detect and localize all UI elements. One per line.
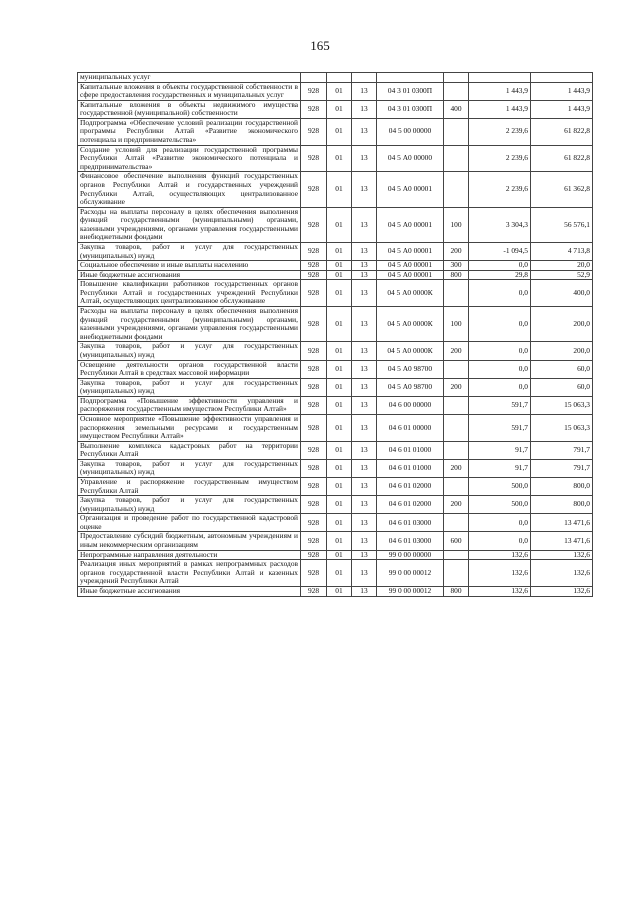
row-grbs: 928 (301, 532, 327, 550)
table-row (78, 478, 593, 496)
row-grbs: 928 (301, 360, 327, 378)
row-subsection: 13 (352, 307, 377, 342)
row-expense-type (444, 441, 469, 459)
row-amount-total: 15 063,3 (531, 414, 593, 441)
row-amount-change: 500,0 (469, 478, 531, 496)
row-amount-change: 1 443,9 (469, 100, 531, 118)
row-expense-type (444, 560, 469, 587)
row-section: 01 (327, 459, 352, 477)
row-expense-type (444, 550, 469, 560)
row-target-article: 04 5 А0 0000К (377, 280, 444, 307)
row-expense-type: 800 (444, 270, 469, 280)
row-subsection (352, 73, 377, 83)
table-row (78, 550, 593, 560)
table-row (78, 242, 593, 260)
row-target-article: 04 6 01 03000 (377, 532, 444, 550)
row-amount-change: 132,6 (469, 560, 531, 587)
row-grbs: 928 (301, 514, 327, 532)
row-target-article: 04 5 А0 0000К (377, 307, 444, 342)
row-target-article: 04 5 А0 00001 (377, 207, 444, 242)
row-subsection: 13 (352, 532, 377, 550)
row-subsection: 13 (352, 280, 377, 307)
row-grbs: 928 (301, 478, 327, 496)
row-target-article: 04 3 01 0300П (377, 100, 444, 118)
table-row (78, 100, 593, 118)
row-section: 01 (327, 441, 352, 459)
row-amount-change: 0,0 (469, 261, 531, 271)
row-expense-type (444, 280, 469, 307)
row-amount-change: 0,0 (469, 378, 531, 396)
row-grbs: 928 (301, 100, 327, 118)
row-amount-change: 591,7 (469, 414, 531, 441)
row-amount-total: 132,6 (531, 586, 593, 596)
row-name: Закупка товаров, работ и услуг для государственных (муниципальных) нужд (78, 459, 301, 477)
row-target-article (377, 73, 444, 83)
table-row (78, 342, 593, 360)
row-name: Расходы на выплаты персоналу в целях обеспечения выполнения функций государственными (муниципальными) органами, казенными учреждениями, органами управления государственными внебюджетными фондами (78, 307, 301, 342)
row-name: Закупка товаров, работ и услуг для государственных (муниципальных) нужд (78, 496, 301, 514)
row-expense-type: 300 (444, 261, 469, 271)
row-section: 01 (327, 307, 352, 342)
row-target-article: 04 5 А0 98700 (377, 360, 444, 378)
row-target-article: 04 6 01 02000 (377, 478, 444, 496)
row-amount-total: 1 443,9 (531, 82, 593, 100)
row-section: 01 (327, 100, 352, 118)
page-number: 165 (310, 38, 330, 53)
row-subsection: 13 (352, 514, 377, 532)
row-name: Иные бюджетные ассигнования (78, 586, 301, 596)
row-target-article: 99 0 00 00012 (377, 560, 444, 587)
table-row (78, 414, 593, 441)
row-subsection: 13 (352, 342, 377, 360)
row-target-article: 04 5 А0 0000К (377, 342, 444, 360)
row-amount-total (531, 73, 593, 83)
row-amount-change: 91,7 (469, 441, 531, 459)
row-target-article: 04 5 А0 00001 (377, 242, 444, 260)
row-amount-change: 0,0 (469, 532, 531, 550)
row-section: 01 (327, 514, 352, 532)
row-grbs (301, 73, 327, 83)
row-amount-total: 52,9 (531, 270, 593, 280)
row-grbs: 928 (301, 396, 327, 414)
row-expense-type (444, 396, 469, 414)
row-target-article: 04 6 00 00000 (377, 396, 444, 414)
row-amount-change (469, 73, 531, 83)
table-row (78, 560, 593, 587)
row-target-article: 99 0 00 00012 (377, 586, 444, 596)
row-amount-total: 13 471,6 (531, 514, 593, 532)
row-amount-change: 591,7 (469, 396, 531, 414)
row-expense-type (444, 478, 469, 496)
row-expense-type: 800 (444, 586, 469, 596)
row-amount-change: 2 239,6 (469, 118, 531, 145)
row-expense-type (444, 514, 469, 532)
row-amount-change: 1 443,9 (469, 82, 531, 100)
row-section: 01 (327, 414, 352, 441)
row-section: 01 (327, 360, 352, 378)
row-amount-change: 2 239,6 (469, 172, 531, 207)
table-row (78, 145, 593, 172)
row-section: 01 (327, 82, 352, 100)
row-target-article: 04 5 А0 00001 (377, 270, 444, 280)
row-grbs: 928 (301, 280, 327, 307)
row-grbs: 928 (301, 270, 327, 280)
row-amount-total: 132,6 (531, 550, 593, 560)
row-target-article: 04 6 01 01000 (377, 441, 444, 459)
row-name: Повышение квалификации работников государственных органов Республики Алтай и государственных учреждений Республики Алтай, осуществляющих централизованное обслуживание (78, 280, 301, 307)
row-amount-change: 0,0 (469, 342, 531, 360)
row-section: 01 (327, 145, 352, 172)
row-name: Управление и распоряжение государственным имуществом Республики Алтай (78, 478, 301, 496)
row-amount-total: 200,0 (531, 342, 593, 360)
row-target-article: 04 6 01 03000 (377, 514, 444, 532)
row-target-article: 04 6 01 00000 (377, 414, 444, 441)
row-amount-total: 4 713,8 (531, 242, 593, 260)
row-subsection: 13 (352, 82, 377, 100)
row-amount-total: 15 063,3 (531, 396, 593, 414)
row-subsection: 13 (352, 261, 377, 271)
row-target-article: 04 5 А0 00001 (377, 261, 444, 271)
row-section: 01 (327, 396, 352, 414)
row-expense-type (444, 414, 469, 441)
row-expense-type (444, 118, 469, 145)
row-name: Подпрограмма «Повышение эффективности управления и распоряжения государственным имуществом Республики Алтай» (78, 396, 301, 414)
row-grbs: 928 (301, 261, 327, 271)
row-amount-change: 91,7 (469, 459, 531, 477)
row-amount-total: 61 362,8 (531, 172, 593, 207)
row-amount-change: 132,6 (469, 550, 531, 560)
row-expense-type: 200 (444, 378, 469, 396)
row-name: Предоставление субсидий бюджетным, автономным учреждениям и иным некоммерческим организациям (78, 532, 301, 550)
table-row (78, 586, 593, 596)
row-name: Закупка товаров, работ и услуг для государственных (муниципальных) нужд (78, 342, 301, 360)
row-subsection: 13 (352, 118, 377, 145)
row-section: 01 (327, 172, 352, 207)
row-grbs: 928 (301, 560, 327, 587)
row-subsection: 13 (352, 441, 377, 459)
row-name: Реализация иных мероприятий в рамках непрограммных расходов органов государственной власти Республики Алтай и казенных учреждений Республики Алтай (78, 560, 301, 587)
row-amount-change: 0,0 (469, 360, 531, 378)
row-name: Организация и проведение работ по государственной кадастровой оценке (78, 514, 301, 532)
row-name: Подпрограмма «Обеспечение условий реализации государственной программы Республики Алтай «Развитие экономического потенциала и предпринимательства» (78, 118, 301, 145)
row-amount-total: 61 822,8 (531, 145, 593, 172)
row-subsection: 13 (352, 459, 377, 477)
row-amount-change: 29,8 (469, 270, 531, 280)
row-expense-type (444, 145, 469, 172)
row-expense-type: 200 (444, 242, 469, 260)
table-row (78, 73, 593, 83)
row-grbs: 928 (301, 414, 327, 441)
row-grbs: 928 (301, 586, 327, 596)
table-row (78, 396, 593, 414)
row-amount-change: 0,0 (469, 514, 531, 532)
row-name: Освещение деятельности органов государственной власти Республики Алтай в средствах массовой информации (78, 360, 301, 378)
row-grbs: 928 (301, 242, 327, 260)
row-name: Закупка товаров, работ и услуг для государственных (муниципальных) нужд (78, 378, 301, 396)
row-section: 01 (327, 560, 352, 587)
table-row (78, 261, 593, 271)
row-amount-total: 800,0 (531, 478, 593, 496)
row-name: Расходы на выплаты персоналу в целях обеспечения выполнения функций государственными (муниципальными) органами, казенными учреждениями, органами управления государственными внебюджетными фондами (78, 207, 301, 242)
table-row (78, 378, 593, 396)
table-row (78, 441, 593, 459)
row-subsection: 13 (352, 478, 377, 496)
row-grbs: 928 (301, 342, 327, 360)
row-name: Социальное обеспечение и иные выплаты населению (78, 261, 301, 271)
row-section: 01 (327, 270, 352, 280)
row-grbs: 928 (301, 550, 327, 560)
row-target-article: 04 6 01 01000 (377, 459, 444, 477)
row-grbs: 928 (301, 307, 327, 342)
row-amount-change: 500,0 (469, 496, 531, 514)
row-target-article: 99 0 00 00000 (377, 550, 444, 560)
row-amount-change: 0,0 (469, 280, 531, 307)
row-subsection: 13 (352, 207, 377, 242)
row-name: Иные бюджетные ассигнования (78, 270, 301, 280)
row-expense-type (444, 360, 469, 378)
row-section: 01 (327, 478, 352, 496)
row-target-article: 04 5 А0 98700 (377, 378, 444, 396)
table-row (78, 360, 593, 378)
row-amount-total: 132,6 (531, 560, 593, 587)
row-grbs: 928 (301, 82, 327, 100)
row-amount-total: 61 822,8 (531, 118, 593, 145)
row-target-article: 04 6 01 02000 (377, 496, 444, 514)
row-name: Непрограммные направления деятельности (78, 550, 301, 560)
row-grbs: 928 (301, 207, 327, 242)
table-row (78, 307, 593, 342)
table-row (78, 514, 593, 532)
row-section: 01 (327, 378, 352, 396)
row-target-article: 04 3 01 0300П (377, 82, 444, 100)
row-section: 01 (327, 586, 352, 596)
row-amount-change: 3 304,3 (469, 207, 531, 242)
row-subsection: 13 (352, 360, 377, 378)
row-amount-total: 200,0 (531, 307, 593, 342)
row-amount-change: 2 239,6 (469, 145, 531, 172)
row-subsection: 13 (352, 586, 377, 596)
row-expense-type (444, 82, 469, 100)
row-expense-type: 200 (444, 496, 469, 514)
row-section: 01 (327, 118, 352, 145)
row-amount-total: 791,7 (531, 459, 593, 477)
row-subsection: 13 (352, 145, 377, 172)
row-amount-change: 132,6 (469, 586, 531, 596)
row-target-article: 04 5 А0 00000 (377, 145, 444, 172)
row-expense-type: 100 (444, 307, 469, 342)
row-amount-total: 60,0 (531, 378, 593, 396)
row-expense-type: 100 (444, 207, 469, 242)
row-amount-total: 13 471,6 (531, 532, 593, 550)
row-name: Основное мероприятие «Повышение эффективности управления и распоряжения земельными ресурсами и государственным имуществом Республики Алтай» (78, 414, 301, 441)
row-section: 01 (327, 532, 352, 550)
row-amount-total: 791,7 (531, 441, 593, 459)
row-section: 01 (327, 550, 352, 560)
row-amount-total: 60,0 (531, 360, 593, 378)
row-subsection: 13 (352, 172, 377, 207)
table-row (78, 82, 593, 100)
table-row (78, 459, 593, 477)
row-name: Капитальные вложения в объекты недвижимого имущества государственной (муниципальной) собственности (78, 100, 301, 118)
row-expense-type: 200 (444, 459, 469, 477)
row-amount-change: -1 094,5 (469, 242, 531, 260)
table-row (78, 172, 593, 207)
row-name: Создание условий для реализации государственной программы Республики Алтай «Развитие экономического потенциала и предпринимательства» (78, 145, 301, 172)
row-subsection: 13 (352, 100, 377, 118)
row-grbs: 928 (301, 118, 327, 145)
row-amount-change: 0,0 (469, 307, 531, 342)
row-subsection: 13 (352, 242, 377, 260)
row-expense-type: 400 (444, 100, 469, 118)
row-subsection: 13 (352, 496, 377, 514)
row-section: 01 (327, 280, 352, 307)
row-grbs: 928 (301, 459, 327, 477)
row-amount-total: 20,0 (531, 261, 593, 271)
row-section: 01 (327, 496, 352, 514)
row-section (327, 73, 352, 83)
budget-table (77, 72, 593, 597)
table-row (78, 280, 593, 307)
row-subsection: 13 (352, 396, 377, 414)
row-section: 01 (327, 242, 352, 260)
row-amount-total: 400,0 (531, 280, 593, 307)
row-amount-total: 56 576,1 (531, 207, 593, 242)
row-expense-type (444, 73, 469, 83)
row-grbs: 928 (301, 378, 327, 396)
row-expense-type: 200 (444, 342, 469, 360)
row-section: 01 (327, 261, 352, 271)
row-target-article: 04 5 А0 00001 (377, 172, 444, 207)
table-row (78, 532, 593, 550)
row-section: 01 (327, 207, 352, 242)
table-row (78, 496, 593, 514)
table-row (78, 270, 593, 280)
row-subsection: 13 (352, 378, 377, 396)
row-target-article: 04 5 00 00000 (377, 118, 444, 145)
row-amount-total: 800,0 (531, 496, 593, 514)
row-name: Закупка товаров, работ и услуг для государственных (муниципальных) нужд (78, 242, 301, 260)
row-name: Финансовое обеспечение выполнения функций государственных органов Республики Алтай и государственных учреждений Республики Алтай, осуществляющих централизованное обслуживание (78, 172, 301, 207)
row-grbs: 928 (301, 145, 327, 172)
row-expense-type (444, 172, 469, 207)
row-subsection: 13 (352, 550, 377, 560)
row-expense-type: 600 (444, 532, 469, 550)
table-row (78, 207, 593, 242)
row-subsection: 13 (352, 270, 377, 280)
row-name: Капитальные вложения в объекты государственной собственности в сфере предоставления государственных и муниципальных услуг (78, 82, 301, 100)
row-section: 01 (327, 342, 352, 360)
row-subsection: 13 (352, 414, 377, 441)
row-name: Выполнение комплекса кадастровых работ на территории Республики Алтай (78, 441, 301, 459)
table-row (78, 118, 593, 145)
row-name: муниципальных услуг (78, 73, 301, 83)
row-amount-total: 1 443,9 (531, 100, 593, 118)
row-subsection: 13 (352, 560, 377, 587)
row-grbs: 928 (301, 172, 327, 207)
row-grbs: 928 (301, 496, 327, 514)
row-grbs: 928 (301, 441, 327, 459)
